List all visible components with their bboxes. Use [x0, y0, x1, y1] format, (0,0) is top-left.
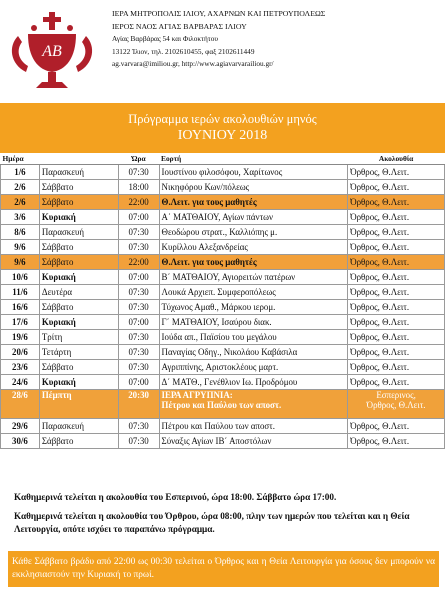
- cell-service: [348, 434, 445, 449]
- feast-text: Θ.Λειτ. για τους μαθητές: [161, 197, 257, 207]
- day-text: Παρασκευή: [41, 421, 85, 431]
- date-text: 3/6: [14, 212, 26, 222]
- day-text: Τρίτη: [41, 332, 63, 342]
- cell-feast: [159, 360, 348, 375]
- time-text: 07:30: [128, 421, 149, 431]
- service-text: Όρθρος, Θ.Λειτ.: [350, 332, 410, 342]
- table-row: [1, 434, 445, 449]
- feast-text: Α΄ ΜΑΤΘΑΙΟΥ, Αγίων πάντων: [161, 212, 273, 222]
- cell-time: [118, 390, 159, 419]
- cell-time: [118, 419, 159, 434]
- feast-text: Παναγίας Οδηγ., Νικολάου Καβάσιλα: [161, 347, 298, 357]
- date-text: 19/6: [12, 332, 28, 342]
- cell-day: [39, 315, 118, 330]
- feast-text: Πέτρου και Παύλου των αποστ.: [161, 421, 275, 431]
- cell-date: [1, 330, 40, 345]
- cell-date: [1, 285, 40, 300]
- cell-service: [348, 225, 445, 240]
- matins-note: Καθημερινά τελείται η ακολουθία του Όρθρου, ώρα 08:00, πλην των ημερών που τελείται και η Θεία Λειτουργία, οπότε ισχύει το παραπάνω πρόγραμμα.: [14, 511, 410, 534]
- time-text: 07:30: [128, 167, 149, 177]
- table-row: [1, 240, 445, 255]
- date-text: 29/6: [12, 421, 28, 431]
- date-text: 10/6: [12, 272, 28, 282]
- cell-time: [118, 270, 159, 285]
- cell-feast: [159, 180, 348, 195]
- church-phone: 13122 Ίλιον, τηλ. 2102610455, φαξ 2102611449: [112, 46, 255, 56]
- service-text: Όρθρος, Θ.Λειτ.: [350, 362, 410, 372]
- feast-text: Γ΄ ΜΑΤΘΑΙΟΥ, Ισαύρου διακ.: [161, 317, 272, 327]
- cell-service: [348, 345, 445, 360]
- cell-date: [1, 210, 40, 225]
- time-text: 07:30: [128, 287, 149, 297]
- services-table: [0, 153, 445, 449]
- day-text: Παρασκευή: [41, 227, 85, 237]
- cell-date: [1, 390, 40, 419]
- cell-day: [39, 210, 118, 225]
- feast-text: Ιούδα απ., Παϊσίου του μεγάλου: [161, 332, 277, 342]
- cell-service: [348, 315, 445, 330]
- day-text: Κυριακή: [41, 317, 76, 327]
- vespers-note: Καθημερινά τελείται η ακολουθία του Εσπερινού, ώρα 18:00. Σάββατο ώρα 17:00.: [14, 492, 337, 502]
- schedule-notes: [14, 491, 434, 542]
- cell-date: [1, 419, 40, 434]
- cell-day: [39, 180, 118, 195]
- cell-feast: [159, 210, 348, 225]
- feast-text: ΙΕΡΑ ΑΓΡΥΠΝΙΑ:: [161, 390, 233, 400]
- feast-text: Σύναξις Αγίων ΙΒ΄ Αποστόλων: [161, 436, 272, 446]
- time-text: 07:00: [128, 377, 149, 387]
- date-text: 9/6: [14, 242, 26, 252]
- time-text: 07:30: [128, 227, 149, 237]
- table-row: [1, 165, 445, 180]
- service-text: Όρθρος, Θ.Λειτ.: [350, 287, 410, 297]
- cell-service: [348, 390, 445, 419]
- cell-time: [118, 330, 159, 345]
- cell-date: [1, 240, 40, 255]
- cell-service: [348, 180, 445, 195]
- date-text: 11/6: [12, 287, 28, 297]
- cell-date: [1, 360, 40, 375]
- day-text: Δευτέρα: [41, 287, 73, 297]
- cell-service: [348, 240, 445, 255]
- table-row: [1, 210, 445, 225]
- day-text: Πέμπτη: [41, 390, 72, 400]
- table-row: [1, 300, 445, 315]
- cell-feast: [159, 225, 348, 240]
- cell-service: [348, 330, 445, 345]
- schedule-title: Πρόγραμμα ιερών ακολουθιών μηνός: [128, 112, 317, 126]
- feast-text: Νικηφόρου Κων/πόλεως: [161, 182, 250, 192]
- cell-service: [348, 165, 445, 180]
- document-header: [0, 0, 445, 96]
- cell-date: [1, 315, 40, 330]
- date-text: 8/6: [14, 227, 26, 237]
- cell-date: [1, 255, 40, 270]
- time-text: 07:30: [128, 242, 149, 252]
- saturday-night-note: Κάθε Σάββατο βράδυ από 22:00 ως 00:30 τελείται ο Όρθρος και η Θεία Λειτουργία για όσους δεν μπορούν να εκκλησιαστούν την Κυριακή το πρωί.: [8, 551, 439, 587]
- cell-time: [118, 360, 159, 375]
- logo-monogram: ΑΒ: [42, 43, 62, 60]
- cell-date: [1, 180, 40, 195]
- service-text: Όρθρος, Θ.Λειτ.: [350, 436, 410, 446]
- cell-date: [1, 434, 40, 449]
- feast-text-line2: Πέτρου και Παύλου των αποστ.: [161, 400, 282, 410]
- church-name: ΙΕΡΟΣ ΝΑΟΣ ΑΓΙΑΣ ΒΑΡΒΑΡΑΣ ΙΛΙΟΥ: [112, 21, 247, 31]
- cell-feast: [159, 165, 348, 180]
- time-text: 07:30: [128, 362, 149, 372]
- cell-service: [348, 270, 445, 285]
- cell-time: [118, 240, 159, 255]
- feast-text: Θ.Λειτ. για τους μαθητές: [161, 257, 257, 267]
- feast-text: Τύχωνος Αμαθ., Μάρκου ιερομ.: [161, 302, 276, 312]
- cell-date: [1, 165, 40, 180]
- cell-feast: [159, 390, 348, 419]
- day-text: Σάββατο: [41, 257, 74, 267]
- table-header-row: [1, 153, 445, 165]
- time-text: 18:00: [128, 182, 149, 192]
- table-row: [1, 375, 445, 390]
- header-time: Ώρα: [118, 153, 159, 165]
- cell-day: [39, 240, 118, 255]
- cell-date: [1, 195, 40, 210]
- schedule-title-banner: [0, 103, 445, 153]
- cell-day: [39, 345, 118, 360]
- table-row: [1, 255, 445, 270]
- cell-time: [118, 225, 159, 240]
- cell-time: [118, 165, 159, 180]
- cell-service: [348, 419, 445, 434]
- cell-feast: [159, 270, 348, 285]
- cell-service: [348, 210, 445, 225]
- date-text: 28/6: [12, 390, 28, 400]
- feast-text: Κυρίλλου Αλεξανδρείας: [161, 242, 248, 252]
- table-row: [1, 285, 445, 300]
- cell-feast: [159, 195, 348, 210]
- cell-day: [39, 330, 118, 345]
- time-text: 07:00: [128, 317, 149, 327]
- service-text: Όρθρος, Θ.Λειτ.: [350, 377, 410, 387]
- day-text: Κυριακή: [41, 377, 76, 387]
- cell-time: [118, 315, 159, 330]
- schedule-month: ΙΟΥΝΙΟΥ 2018: [177, 128, 268, 143]
- service-text-line2: Όρθρος, Θ.Λειτ.: [366, 400, 426, 410]
- cell-date: [1, 225, 40, 240]
- table-row: [1, 225, 445, 240]
- header-service: Ακολουθία: [348, 153, 445, 165]
- time-text: 22:00: [128, 197, 149, 207]
- cell-time: [118, 195, 159, 210]
- cell-day: [39, 390, 118, 419]
- time-text: 20:30: [128, 390, 149, 400]
- cell-feast: [159, 255, 348, 270]
- time-text: 07:00: [128, 272, 149, 282]
- time-text: 07:00: [128, 212, 149, 222]
- day-text: Σάββατο: [41, 242, 74, 252]
- service-text: Όρθρος, Θ.Λειτ.: [350, 197, 410, 207]
- cell-day: [39, 285, 118, 300]
- feast-text: Θεοδώρου στρατ., Καλλιόπης μ.: [161, 227, 278, 237]
- service-text: Όρθρος, Θ.Λειτ.: [350, 302, 410, 312]
- cell-day: [39, 270, 118, 285]
- cell-date: [1, 300, 40, 315]
- date-text: 23/6: [12, 362, 28, 372]
- time-text: 22:00: [128, 257, 149, 267]
- service-text: Εσπερινος,: [376, 390, 416, 400]
- cell-service: [348, 255, 445, 270]
- time-text: 07:30: [128, 302, 149, 312]
- day-text: Σάββατο: [41, 197, 74, 207]
- cell-service: [348, 195, 445, 210]
- cell-time: [118, 210, 159, 225]
- day-text: Κυριακή: [41, 272, 76, 282]
- cell-time: [118, 345, 159, 360]
- service-text: Όρθρος, Θ.Λειτ.: [350, 272, 410, 282]
- service-text: Όρθρος, Θ.Λειτ.: [350, 347, 410, 357]
- cell-time: [118, 375, 159, 390]
- cell-time: [118, 300, 159, 315]
- time-text: 07:30: [128, 347, 149, 357]
- cell-service: [348, 375, 445, 390]
- cell-day: [39, 255, 118, 270]
- feast-text: Αγριππίνης, Αριστοκλέους μαρτ.: [161, 362, 279, 372]
- date-text: 1/6: [14, 167, 26, 177]
- cell-day: [39, 360, 118, 375]
- cell-date: [1, 345, 40, 360]
- date-text: 16/6: [12, 302, 28, 312]
- cell-service: [348, 285, 445, 300]
- service-text: Όρθρος, Θ.Λειτ.: [350, 317, 410, 327]
- date-text: 17/6: [12, 317, 28, 327]
- time-text: 07:30: [128, 436, 149, 446]
- cell-day: [39, 165, 118, 180]
- service-text: Όρθρος, Θ.Λειτ.: [350, 421, 410, 431]
- cell-date: [1, 270, 40, 285]
- day-text: Παρασκευή: [41, 167, 85, 177]
- cell-feast: [159, 434, 348, 449]
- cell-day: [39, 195, 118, 210]
- cell-service: [348, 360, 445, 375]
- church-contact-web[interactable]: ag.varvara@imiliou.gr, http://www.agiavarvarailiou.gr/: [112, 59, 274, 69]
- time-text: 07:30: [128, 332, 149, 342]
- date-text: 20/6: [12, 347, 28, 357]
- cell-feast: [159, 300, 348, 315]
- table-row: [1, 315, 445, 330]
- cell-feast: [159, 419, 348, 434]
- day-text: Σάββατο: [41, 436, 74, 446]
- service-text: Όρθρος, Θ.Λειτ.: [350, 212, 410, 222]
- table-row: [1, 195, 445, 210]
- feast-text: Λουκά Αρχιεπ. Συμφεροπόλεως: [161, 287, 276, 297]
- table-row: [1, 360, 445, 375]
- cell-service: [348, 300, 445, 315]
- church-logo-icon: [4, 6, 100, 94]
- metropolis-name: ΙΕΡΑ ΜΗΤΡΟΠΟΛΙΣ ΙΛΙΟΥ, ΑΧΑΡΝΩΝ ΚΑΙ ΠΕΤΡΟΥΠΟΛΕΩΣ: [112, 9, 326, 18]
- table-row: [1, 180, 445, 195]
- cell-day: [39, 225, 118, 240]
- table-row: [1, 270, 445, 285]
- table-row: [1, 419, 445, 434]
- service-text: Όρθρος, Θ.Λειτ.: [350, 182, 410, 192]
- cell-time: [118, 434, 159, 449]
- service-text: Όρθρος, Θ.Λειτ.: [350, 167, 410, 177]
- day-text: Σάββατο: [41, 182, 74, 192]
- cell-feast: [159, 375, 348, 390]
- date-text: 24/6: [12, 377, 28, 387]
- cell-day: [39, 419, 118, 434]
- day-text: Σάββατο: [41, 302, 74, 312]
- date-text: 9/6: [14, 257, 26, 267]
- church-info: [112, 8, 442, 71]
- cell-feast: [159, 315, 348, 330]
- table-row: [1, 390, 445, 419]
- feast-text: Δ΄ ΜΑΤΘ., Γενέθλιον Ιω. Προδρόμου: [161, 377, 298, 387]
- table-row: [1, 330, 445, 345]
- date-text: 30/6: [12, 436, 28, 446]
- header-day: Ημέρα: [1, 153, 119, 165]
- service-text: Όρθρος, Θ.Λειτ.: [350, 227, 410, 237]
- cell-feast: [159, 285, 348, 300]
- feast-text: Β΄ ΜΑΤΘΑΙΟΥ, Αγιορειτών πατέρων: [161, 272, 296, 282]
- cell-time: [118, 180, 159, 195]
- cell-day: [39, 375, 118, 390]
- cell-time: [118, 255, 159, 270]
- header-feast: Εορτή: [159, 153, 348, 165]
- day-text: Κυριακή: [41, 212, 76, 222]
- cell-feast: [159, 345, 348, 360]
- service-text: Όρθρος, Θ.Λειτ.: [350, 257, 410, 267]
- cell-feast: [159, 240, 348, 255]
- table-row: [1, 345, 445, 360]
- day-text: Τετάρτη: [41, 347, 72, 357]
- day-text: Σάββατο: [41, 362, 74, 372]
- cell-day: [39, 434, 118, 449]
- service-text: Όρθρος, Θ.Λειτ.: [350, 242, 410, 252]
- cell-time: [118, 285, 159, 300]
- feast-text: Ιουστίνου φιλοσόφου, Χαρίτωνος: [161, 167, 283, 177]
- cell-day: [39, 300, 118, 315]
- date-text: 2/6: [14, 182, 26, 192]
- date-text: 2/6: [14, 197, 26, 207]
- cell-date: [1, 375, 40, 390]
- cell-feast: [159, 330, 348, 345]
- church-address: Αγίας Βαρβάρας 54 και Φιλοκτήτου: [112, 34, 218, 44]
